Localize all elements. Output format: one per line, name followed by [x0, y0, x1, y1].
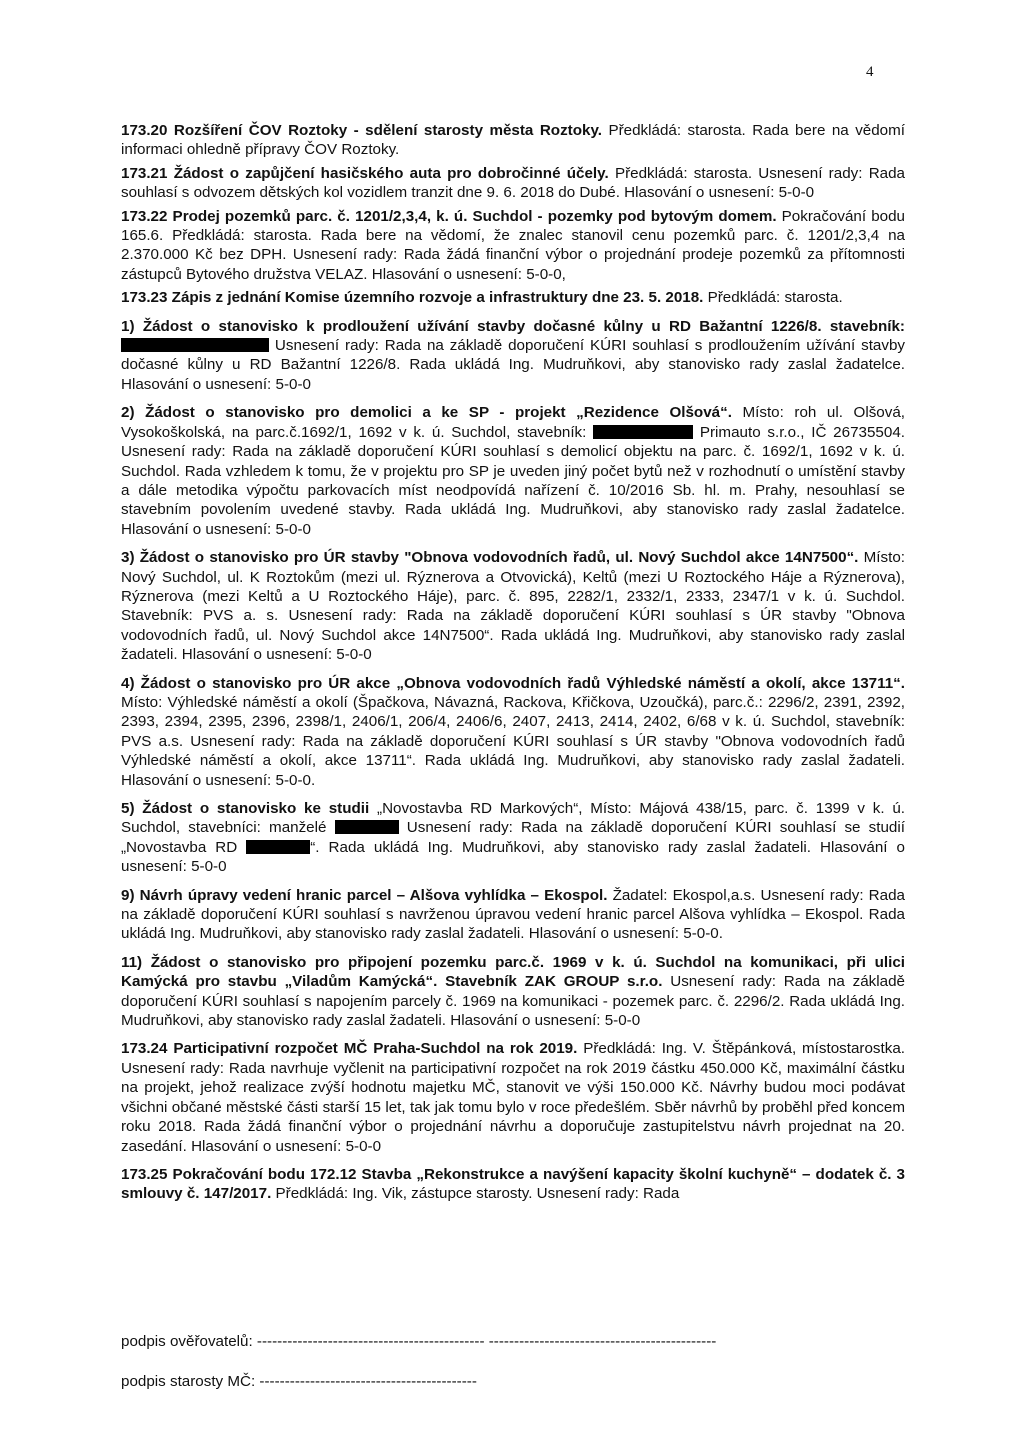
item-heading: 4) Žádost o stanovisko pro ÚR akce „Obnova vodovodních řadů Výhledské náměstí a okolí, akce 13711“.: [121, 674, 905, 692]
item-heading: 2) Žádost o stanovisko pro demolici a ke SP - projekt „Rezidence Olšová“.: [121, 404, 732, 422]
redaction-block: [593, 425, 693, 439]
item-heading: 1) Žádost o stanovisko k prodloužení užívání stavby dočasné kůlny u RD Bažantní 1226/8. stavebník:: [121, 317, 905, 335]
item-text: Primauto s.r.o., IČ 26735504. Usnesení rady: Rada na základě doporučení KÚRI souhlasí s demolicí objektu na parc. č. 1692/1, 1692 v k. ú. Suchdol. Rada vzhledem k tomu, že v projektu pro SP je uveden jiný počet bytů než v rozhodnutí o umístění stavby a dále metodika výpočtu parkovacích míst neodpovídá nařízení č. 10/2016 Sb. hl. m. Prahy, nesouhlasí se stavebním povolením uvedené stavby. Rada ukládá Ing. Mudruňkovi, aby stanovisko rady zaslal žadatelce. Hlasování o usnesení: 5-0-0: [121, 423, 905, 538]
item-text: Předkládá: Ing. Vik, zástupce starosty. Usnesení rady: Rada: [271, 1185, 680, 1203]
page-number: 4: [866, 64, 874, 80]
item-text: Usnesení rady: Rada na základě doporučení KÚRI souhlasí s napojením parcely č. 1969 na komunikaci - pozemek parc. č. 2296/2. Rada ukládá Ing. Mudruňkovi, aby stanovisko rady zaslal žadateli. Hlasování o usnesení: 5-0-0: [121, 973, 905, 1030]
item-text: Předkládá: starosta.: [703, 289, 843, 307]
item-text: Předkládá: starosta. Usnesení rady: Rada souhlasí s odvozem dětských kol vozidlem tranzit dne 9. 6. 2018 do Dubé. Hlasování o usnesení: 5-0-0: [121, 164, 905, 202]
item-text: Pokračování bodu 165.6. Předkládá: starosta. Rada bere na vědomí, že znalec stanovil cenu pozemků parc. č. 1201/2,3,4 na 2.370.000 Kč bez DPH. Usnesení rady: Rada žádá finanční výbor o projednání prodeje pozemků za přítomnosti zástupců Bytového družstva VELAZ. Hlasování o usnesení: 5-0-0,: [121, 207, 905, 283]
item-heading: 9) Návrh úpravy vedení hranic parcel – Alšova vyhlídka – Ekospol.: [121, 886, 608, 904]
subitem-9: [121, 886, 905, 944]
item-heading: 173.23 Zápis z jednání Komise územního rozvoje a infrastruktury dne 23. 5. 2018.: [121, 289, 704, 307]
item-173-22: [121, 207, 905, 285]
item-173-20: [121, 121, 905, 160]
verifiers-signature-line: podpis ověřovatelů: --------------------------------------------- ---------------------------------------------: [121, 1333, 717, 1350]
item-text: Místo: Výhledské náměstí a okolí (Špačkova, Návazná, Rackova, Křičkova, Uzoučká), parc.č.: 2296/2, 2391, 2392, 2393, 2394, 2395, 2396, 2398/1, 2406/1, 206/4, 2406/6, 2407, 2413, 2414, 2402, 6/68 v k. ú. Suchdol, stavebník: PVS a.s. Usnesení rady: Rada na základě doporučení KÚRI souhlasí s ÚR stavby "Obnova vodovodních řadů Výhledské náměstí a okolí, akce 13711“. Rada ukládá Ing. Mudruňkovi, aby stanovisko rady zaslal žadateli. Hlasování o usnesení: 5-0-0.: [121, 693, 905, 789]
item-heading: 173.22 Prodej pozemků parc. č. 1201/2,3,4, k. ú. Suchdol - pozemky pod bytovým domem.: [121, 207, 777, 225]
subitem-5: [121, 799, 905, 877]
item-heading: 173.21 Žádost o zapůjčení hasičského auta pro dobročinné účely.: [121, 164, 609, 182]
item-text: Usnesení rady: Rada na základě doporučení KÚRI souhlasí s prodloužením užívání stavby dočasné kůlny u RD Bažantní 1226/8. Rada ukládá Ing. Mudruňkovi, aby stanovisko rady zaslal žadatelce. Hlasování o usnesení: 5-0-0: [121, 337, 905, 393]
item-text: Místo: roh ul. Olšová, Vysokoškolská, na parc.č.1692/1, 1692 v k. ú. Suchdol, stavebník:: [121, 404, 905, 441]
redaction-block: [121, 338, 269, 352]
item-text: Předkládá: starosta. Rada bere na vědomí informaci ohledně přípravy ČOV Roztoky.: [121, 122, 905, 159]
mayor-signature-line: podpis starosty MČ: -------------------------------------------: [121, 1373, 477, 1390]
item-173-23: [121, 288, 905, 307]
item-text: „Novostavba RD Markových“, Místo: Májová 438/15, parc. č. 1399 v k. ú. Suchdol, stavebníci: manželé: [121, 800, 905, 837]
item-173-21: [121, 164, 905, 203]
subitem-3: [121, 548, 905, 664]
subitem-4: [121, 674, 905, 790]
redaction-block: [246, 840, 310, 854]
redaction-block: [335, 820, 399, 834]
item-heading: 173.25 Pokračování bodu 172.12 Stavba „Rekonstrukce a navýšení kapacity školní kuchyně“ – dodatek č. 3 smlouvy č. 147/2017.: [121, 1165, 905, 1203]
item-text: Předkládá: Ing. V. Štěpánková, místostarostka. Usnesení rady: Rada navrhuje vyčlenit na participativní rozpočet na rok 2019 částku 450.000 Kč, maximální částku na projekt, jehož realizace zvýší hodnotu majetku MČ, stanovit ve výši 150.000 Kč. Návrhy budou moci podávat všichni občané městské části starší 15 let, tak jak tomu bylo v roce předešlém. Sběr návrhů by proběhl před koncem roku 2018. Rada žádá finanční výbor o projednání návrhu a doporučuje zastupitelstvu návrh projednat na 20. zasedání. Hlasování o usnesení: 5-0-0: [121, 1040, 905, 1155]
item-text: Usnesení rady: Rada na základě doporučení KÚRI souhlasí se studií „Novostavba RD: [121, 819, 905, 856]
item-text: Žadatel: Ekospol,a.s. Usnesení rady: Rada na základě doporučení KÚRI souhlasí s navrženou úpravou vedení hranic parcel Alšova vyhlídka – Ekospol. Rada ukládá Ing. Mudruňkovi, aby stanovisko rady zaslal žadateli. Hlasování o usnesení: 5-0-0.: [121, 886, 905, 943]
item-heading: 173.20 Rozšíření ČOV Roztoky - sdělení starosty města Roztoky.: [121, 122, 602, 139]
item-heading: 3) Žádost o stanovisko pro ÚR stavby "Obnova vodovodních řadů, ul. Nový Suchdol akce 14N7500“.: [121, 549, 859, 567]
item-heading: 5) Žádost o stanovisko ke studii: [121, 800, 370, 817]
minutes-body: [121, 121, 905, 1208]
item-173-24: [121, 1039, 905, 1155]
subitem-1: [121, 317, 905, 395]
item-text: “. Rada ukládá Ing. Mudruňkovi, aby stanovisko rady zaslal žadateli. Hlasování o usnesení: 5-0-0: [121, 838, 905, 876]
item-text: Místo: Nový Suchdol, ul. K Roztokům (mezi ul. Rýznerova a Otvovická), Keltů (mezi U Roztockého Háje a Rýznerova), Rýznerova (mezi Keltů a U Roztockého Háje), parc. č. 895, 2282/1, 2332/1, 2333, 2347/1 v k. ú. Suchdol. Stavebník: PVS a. s. Usnesení rady: Rada na základě doporučení KÚRI souhlasí s ÚR stavby "Obnova vodovodních řadů, ul. Nový Suchdol akce 14N7500“. Rada ukládá Ing. Mudruňkovi, aby stanovisko rady zaslal žadateli. Hlasování o usnesení: 5-0-0: [121, 549, 905, 664]
item-heading: 173.24 Participativní rozpočet MČ Praha-Suchdol na rok 2019.: [121, 1040, 578, 1058]
subitem-11: [121, 953, 905, 1031]
subitem-2: [121, 403, 905, 539]
item-173-25: [121, 1165, 905, 1204]
item-heading: 11) Žádost o stanovisko pro připojení pozemku parc.č. 1969 v k. ú. Suchdol na komunikaci, při ulici Kamýcká pro stavbu „Viladům Kamýcká“. Stavebník ZAK GROUP s.r.o.: [121, 953, 905, 991]
